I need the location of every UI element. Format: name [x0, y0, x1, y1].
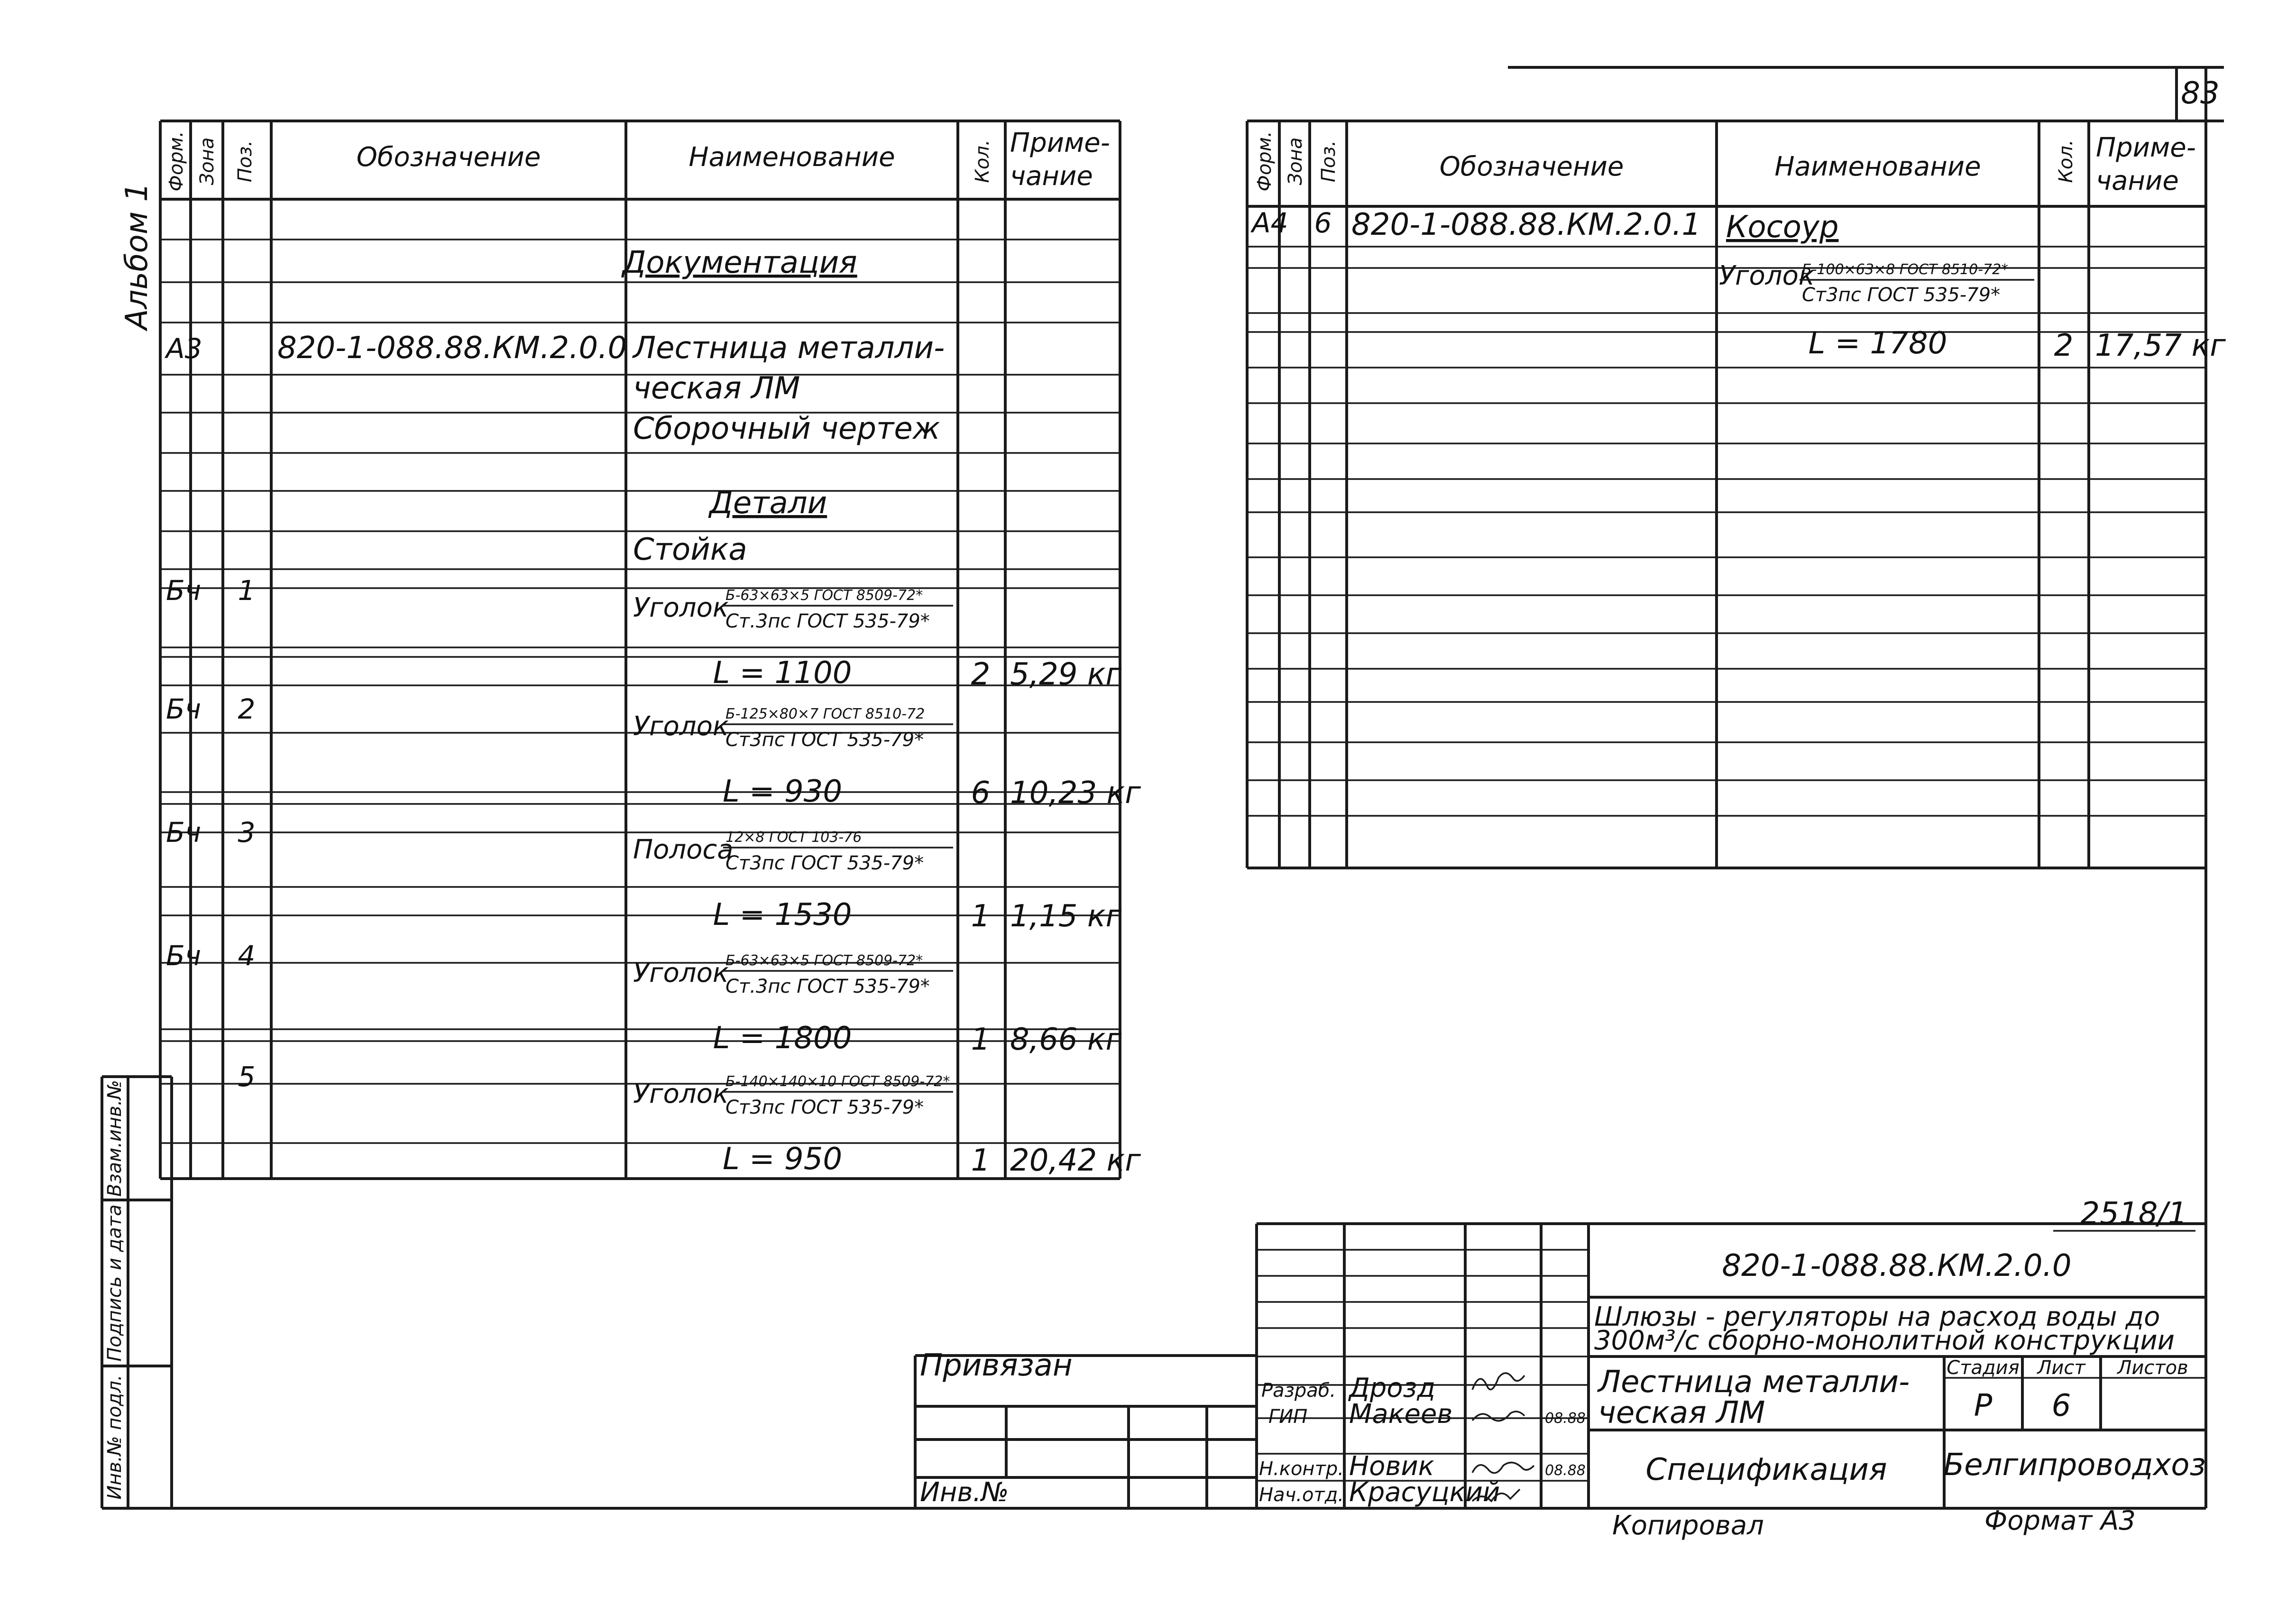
item-mass: 5,29 кг — [1010, 657, 1122, 692]
header-primechanie-right-2: чание — [2096, 166, 2179, 196]
doc-name-2: ческая ЛМ — [633, 371, 800, 406]
item-kind: Уголок — [633, 1079, 729, 1109]
doc-name-1: Лестница металли- — [633, 331, 945, 366]
sheet-value: 6 — [2051, 1388, 2071, 1423]
kosour-name: Косоур — [1726, 210, 1839, 245]
header-kol-right: Кол. — [2055, 139, 2077, 183]
item-form: Бч — [166, 693, 202, 725]
item-kind: Уголок — [633, 592, 729, 623]
kosour-form: А4 — [1252, 207, 1288, 239]
signer-name-0: Дрозд — [1349, 1373, 1436, 1403]
header-primechanie-right-1: Приме- — [2096, 132, 2196, 163]
group-title-stoyka: Стойка — [633, 532, 747, 567]
item-mass: 8,66 кг — [1010, 1022, 1122, 1057]
item-length: L = 1100 — [713, 655, 852, 691]
stamp-inv-podl: Инв.№ подл. — [104, 1375, 126, 1500]
kosour-designation: 820-1-088.88.КМ.2.0.1 — [1351, 207, 1701, 242]
item-length: L = 930 — [722, 774, 843, 809]
item-pos: 4 — [238, 940, 256, 972]
sheet-label: Лист — [2037, 1357, 2085, 1379]
left-stamp-column — [102, 1077, 2206, 1508]
item-length: L = 950 — [722, 1142, 843, 1177]
stage-value: Р — [1974, 1388, 1993, 1423]
project-name-2: 300м³/с сборно-монолитной конструкции — [1594, 1325, 2175, 1356]
signer-name-3: Красуцкий — [1349, 1477, 1500, 1508]
document-code: 820-1-088.88.КМ.2.0.0 — [1722, 1248, 2072, 1283]
item-spec-bottom: Ст3пс ГОСТ 535-79* — [726, 852, 924, 874]
section-documentation: Документация — [622, 245, 857, 280]
item-spec-bottom: Ст.3пс ГОСТ 535-79* — [726, 610, 930, 632]
signer-name-2: Новик — [1349, 1451, 1434, 1482]
project-name-1: Шлюзы - регуляторы на расход воды до — [1594, 1301, 2160, 1332]
signer-date-1: 08.88 — [1545, 1410, 1586, 1427]
item-mass: 1,15 кг — [1010, 899, 1122, 934]
doc-name-3: Сборочный чертеж — [633, 411, 940, 446]
header-zona: Зона — [196, 137, 218, 185]
sheets-label: Листов — [2117, 1357, 2188, 1379]
header-oboznachenie: Обозначение — [356, 142, 541, 173]
stamp-podpis-data: Подпись и дата — [104, 1204, 126, 1362]
inv-no-label: Инв.№ — [920, 1477, 1009, 1508]
header-zona-right: Зона — [1285, 137, 1306, 185]
item-spec-top: Б-140×140×10 ГОСТ 8509-72* — [726, 1073, 950, 1090]
section-details: Детали — [709, 486, 827, 521]
item-length: L = 1800 — [713, 1021, 852, 1056]
kosour-spec-bottom: Ст3пс ГОСТ 535-79* — [1802, 284, 2001, 306]
signer-role-0: Разраб. — [1261, 1380, 1336, 1402]
item-spec-top: Б-63×63×5 ГОСТ 8509-72* — [726, 952, 923, 969]
kosour-pos: 6 — [1314, 207, 1332, 239]
header-form-right: Форм. — [1254, 131, 1276, 192]
item-kind: Полоса — [633, 834, 734, 865]
header-poz: Поз. — [234, 140, 256, 183]
header-oboznachenie-right: Обозначение — [1439, 151, 1624, 182]
item-qty: 2 — [971, 657, 991, 692]
item-kind: Уголок — [633, 958, 729, 988]
signer-name-1: Макеев — [1349, 1399, 1453, 1430]
kosour-qty: 2 — [2054, 328, 2074, 363]
header-primechanie-2: чание — [1010, 161, 1093, 192]
sheet-code: 2518/1 — [2080, 1196, 2187, 1231]
header-naimenovanie: Наименование — [689, 142, 895, 173]
item-pos: 2 — [238, 693, 256, 725]
kosour-spec-top: Б-100×63×8 ГОСТ 8510-72* — [1802, 261, 2009, 278]
item-mass: 20,42 кг — [1010, 1143, 1141, 1178]
doc-form: А3 — [166, 332, 202, 365]
signer-role-3: Нач.отд. — [1259, 1484, 1344, 1506]
page-number: 83 — [2181, 76, 2220, 111]
item-spec-bottom: Ст3пс ГОСТ 535-79* — [726, 729, 924, 751]
item-qty: 1 — [971, 1143, 991, 1178]
item-form: Бч — [166, 574, 202, 607]
copied-label: Копировал — [1612, 1510, 1764, 1541]
doc-designation: 820-1-088.88.КМ.2.0.0 — [277, 331, 627, 366]
item-pos: 3 — [238, 816, 256, 849]
item-spec-top: Б-125×80×7 ГОСТ 8510-72 — [726, 706, 925, 722]
item-form: Бч — [166, 940, 202, 972]
signer-role-1: ГИП — [1268, 1406, 1308, 1428]
album-label: Альбом 1 — [119, 182, 155, 330]
privyazan-label: Привязан — [920, 1348, 1073, 1383]
item-form: Бч — [166, 816, 202, 849]
header-form: Форм. — [165, 131, 187, 192]
item-pos: 5 — [238, 1061, 256, 1093]
item-spec-top: 12×8 ГОСТ 103-76 — [726, 829, 862, 846]
header-kol: Кол. — [972, 139, 993, 183]
header-naimenovanie-right: Наименование — [1774, 151, 1981, 182]
signer-date-2: 08.88 — [1545, 1462, 1586, 1479]
item-mass: 10,23 кг — [1010, 775, 1141, 811]
format-label: Формат А3 — [1984, 1505, 2136, 1536]
page-number-box — [1508, 67, 2224, 121]
kosour-kind: Уголок — [1719, 260, 1815, 291]
title-name-2: ческая ЛМ — [1598, 1395, 1765, 1430]
item-length: L = 1530 — [713, 897, 852, 932]
doc-type: Спецификация — [1645, 1452, 1887, 1487]
item-pos: 1 — [238, 574, 256, 607]
item-spec-bottom: Ст3пс ГОСТ 535-79* — [726, 1097, 924, 1118]
item-qty: 1 — [971, 1022, 991, 1057]
stamp-vzam-inv: Взам.инв.№ — [104, 1080, 126, 1197]
kosour-length: L = 1780 — [1808, 326, 1947, 361]
signer-role-2: Н.контр. — [1259, 1458, 1344, 1480]
stage-label: Стадия — [1947, 1357, 2020, 1379]
title-name-1: Лестница металли- — [1598, 1365, 1910, 1400]
item-kind: Уголок — [633, 711, 729, 742]
item-spec-bottom: Ст.3пс ГОСТ 535-79* — [726, 976, 930, 997]
item-spec-top: Б-63×63×5 ГОСТ 8509-72* — [726, 587, 923, 604]
item-qty: 1 — [971, 899, 991, 934]
header-poz-right: Поз. — [1318, 140, 1340, 183]
kosour-mass: 17,57 кг — [2095, 328, 2226, 363]
item-qty: 6 — [971, 775, 991, 811]
organization: Белгипроводхоз — [1943, 1448, 2206, 1483]
header-primechanie-1: Приме- — [1010, 128, 1110, 158]
